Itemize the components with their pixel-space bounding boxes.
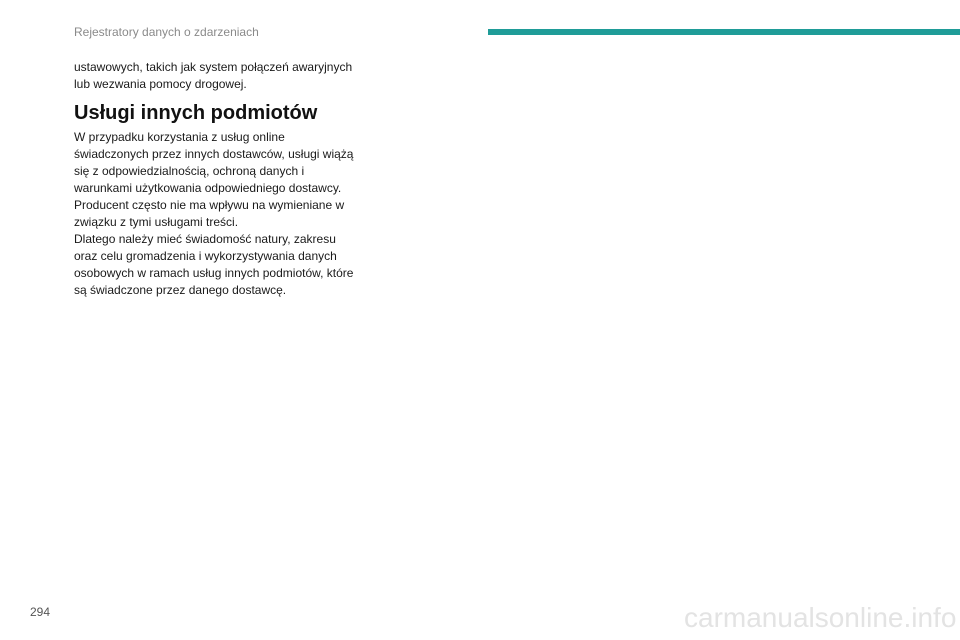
body-paragraph-2: Dlatego należy mieć świadomość natury, zakresu oraz celu gromadzenia i wykorzystywania danych osobowych w ramach usług innych podmiotów, które są świadczone przez danego dostawcę. [74,232,354,297]
page-number: 294 [30,605,51,619]
watermark: carmanualsonline.info [684,602,957,633]
continuation-paragraph: ustawowych, takich jak system połączeń awaryjnych lub wezwania pomocy drogowej. [74,60,353,91]
section-heading: Usługi innych podmiotów [74,102,318,124]
text-column [74,59,354,299]
body-paragraph-1: W przypadku korzystania z usług online świadczonych przez innych dostawców, usługi wiążą się z odpowiedzialnością, ochroną danych i warunkami użytkowania odpowiedniego dostawcy. Producent często nie ma wpływu na wymieniane w związku z tymi usługami treści. [74,130,354,229]
header-accent-bar [488,29,960,35]
running-header: Rejestratory danych o zdarzeniach [74,25,259,39]
